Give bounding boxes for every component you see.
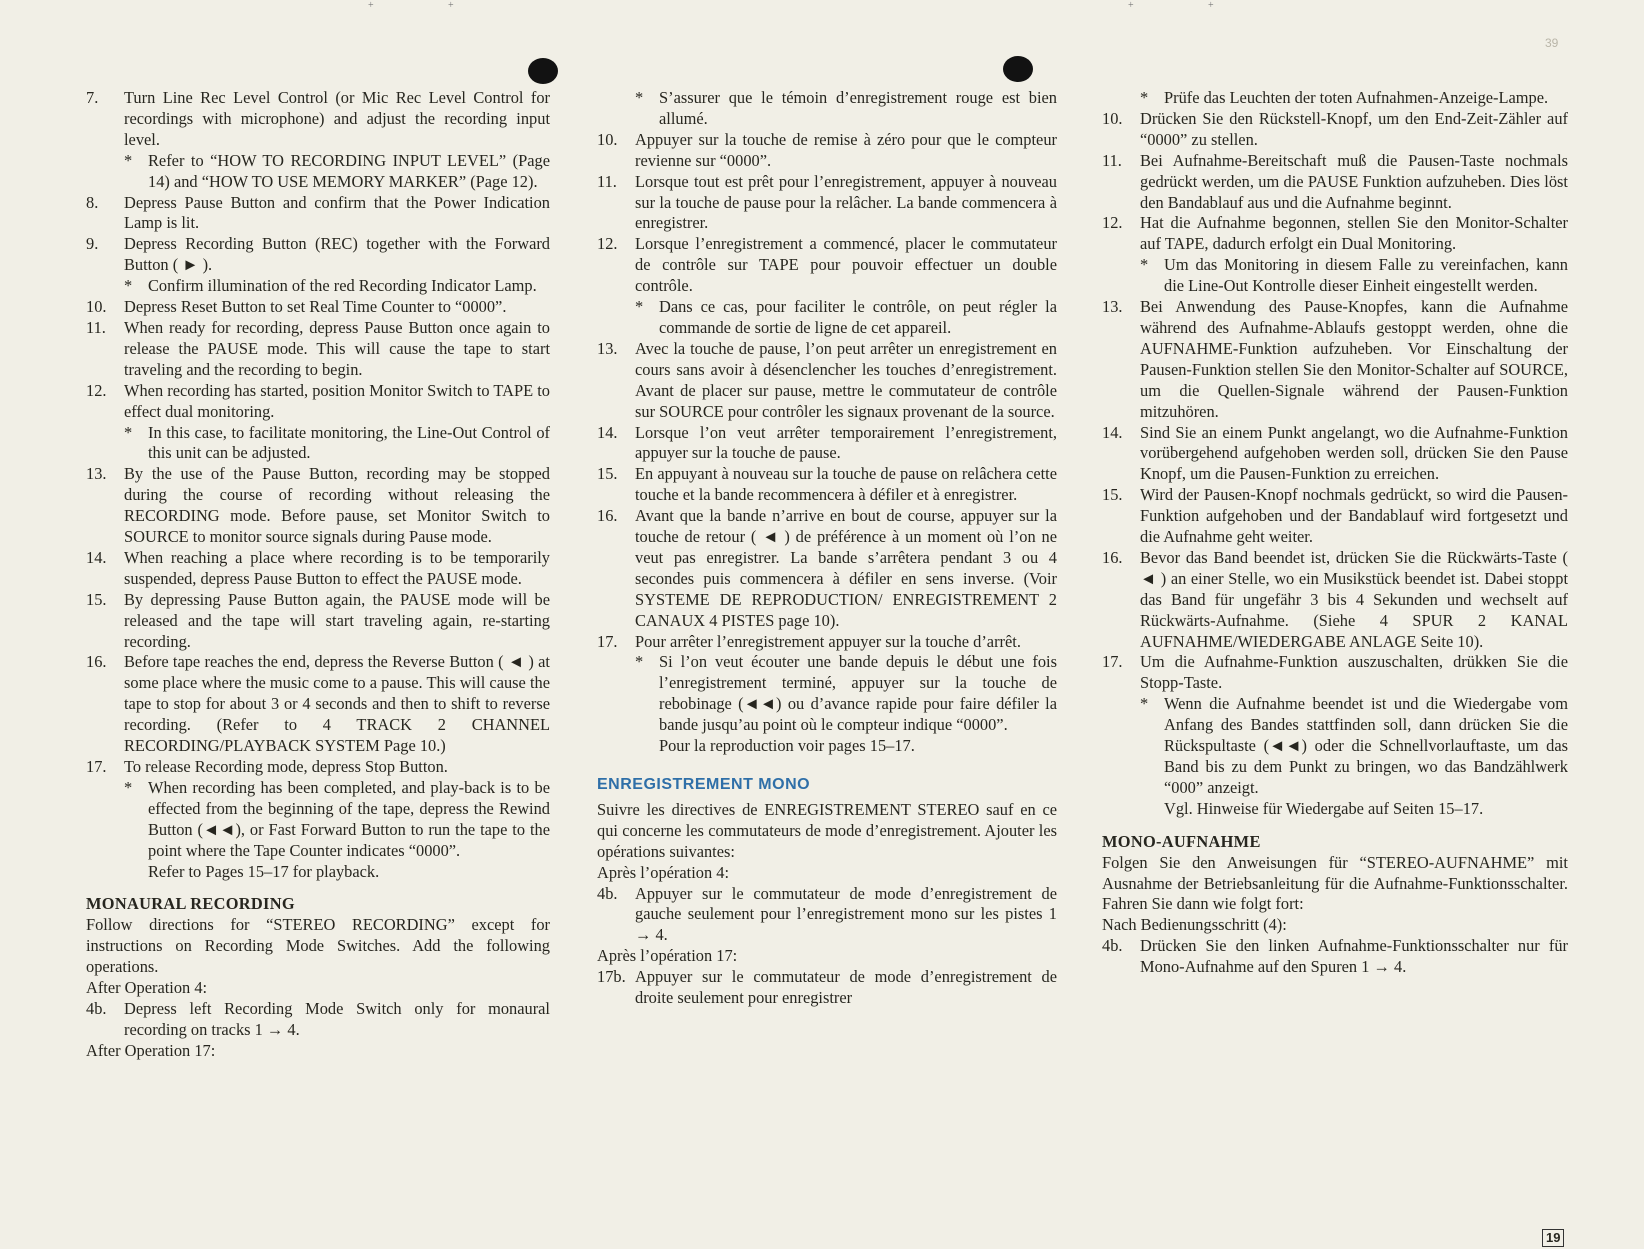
item-text: By depressing Pause Button again, the PAUSE mode will be released and the tape will start traveling again, re-starting recording. [124,589,550,651]
item-text: To release Recording mode, depress Stop Button. [124,757,448,776]
note-item [86,778,550,862]
item-number: 4b. [1102,936,1123,956]
asterisk-marker: * [124,422,133,442]
item-number: 14. [86,547,107,567]
item-text: Depress Reset Button to set Real Time Counter to “0000”. [124,297,507,317]
asterisk-marker: * [635,297,644,317]
note-item [1102,255,1568,297]
paragraph: Après l’opération 4: [597,862,729,882]
page-number: 19 [1542,1229,1564,1247]
item-text: Bevor das Band beendet ist, drücken Sie die Rückwärts-Taste ( ◄ ) an einer Stelle, wo ein Musikstück beendet ist. Dabei stoppt das Band für ungefähr 3 bis 4 Sekunden und wechselt auf Rückwärts-Aufnahme. (Siehe 4 SPUR 2 KANAL AUFNAHME/WIEDERGABE ANLAGE Seite 10). [1140,547,1568,651]
paragraph: After Operation 17: [86,1040,216,1060]
english-column [86,88,550,1062]
item-text: Appuyer sur le commutateur de mode d’enregistrement de gauche seulement pour l’enregistrement mono sur les pistes 1 → 4. [635,883,1057,945]
note-text: Refer to “HOW TO RECORDING INPUT LEVEL” (Page 14) and “HOW TO USE MEMORY MARKER” (Page 12). [148,150,550,191]
list-item [86,297,550,318]
item-number: 10. [1102,108,1123,128]
paragraph: Suivre les directives de ENREGISTREMENT STEREO sauf en ce qui concerne les commutateurs de mode d’enregistrement. Ajouter les opérations suivantes: [597,799,1057,861]
item-text: Turn Line Rec Level Control (or Mic Rec Level Control for recordings with microphone) and adjust the recording input level. [124,88,550,149]
item-text: By the use of the Pause Button, recording may be stopped during the course of recording without releasing the RECORDING mode. Before pause, set Monitor Switch to SOURCE to monitor source signals during Pause mode. [124,464,550,547]
paragraph: Folgen Sie den Anweisungen für “STEREO-AUFNAHME” mit Ausnahme der Betriebsanleitung für die Aufnahme-Funktionsschalter. Fahren Sie dann wie folgt fort: [1102,852,1568,914]
item-number: 17b. [597,967,626,987]
paragraph: Nach Bedienungsschritt (4): [1102,915,1287,935]
item-number: 13. [86,464,107,484]
list-item [86,234,550,276]
registration-mark: + [368,0,374,11]
asterisk-marker: * [1140,255,1149,275]
section-heading: MONAURAL RECORDING [86,894,295,914]
item-number: 13. [1102,297,1123,317]
note-item [597,297,1057,339]
list-item [597,130,1057,172]
note-item [86,151,550,193]
note-continuation: Vgl. Hinweise für Wiedergabe auf Seiten 15–17. [1164,798,1484,818]
item-text: Wird der Pausen-Knopf nochmals gedrückt, so wird die Pausen-Funktion aufgehoben und der Bandablauf wird fortgesetzt und die Aufnahme geht weiter. [1140,485,1568,547]
list-item [1102,936,1568,978]
item-text: Bei Anwendung des Pause-Knopfes, kann die Aufnahme während des Aufnahme-Ablaufs gestoppt werden, ohne die AUFNAHME-Funktion aufzuheben. Vor Einschaltung der Pausen-Funktion stellen Sie den Monitor-Schalter auf SOURCE, um die Quellen-Signale während der Pausen-Funktion mitzuhören. [1140,297,1568,421]
item-text: Appuyer sur le commutateur de mode d’enregistrement de droite seulement pour enregistrer [635,967,1057,1008]
item-number: 8. [86,192,99,212]
list-item [86,193,550,235]
list-item [86,757,550,778]
list-item [86,999,550,1041]
item-text: Drücken Sie den Rückstell-Knopf, um den End-Zeit-Zähler auf “0000” zu stellen. [1140,108,1568,149]
item-text: Lorsque l’on veut arrêter temporairement l’enregistrement, appuyer sur la touche de pause. [635,422,1057,463]
note-continuation: Pour la reproduction voir pages 15–17. [659,736,915,756]
item-number: 10. [597,129,618,149]
item-text: Depress Recording Button (REC) together with the Forward Button ( ► ). [124,234,550,275]
item-number: 16. [86,652,107,672]
asterisk-marker: * [1140,694,1149,714]
item-text: Before tape reaches the end, depress the Reverse Button ( ◄ ) at some place where the music come to a pause. This will cause the tape to stop for about 3 or 4 seconds and then to shift to reverse recording. (Refer to 4 TRACK 2 CHANNEL RECORDING/PLAYBACK SYSTEM Page 10.) [124,652,550,756]
section-heading: MONO-AUFNAHME [1102,831,1261,851]
list-item [1102,213,1568,255]
item-number: 15. [86,589,107,609]
note-continuation: Refer to Pages 15–17 for playback. [148,861,380,881]
note-text: When recording has been completed, and play-back is to be effected from the beginning of the tape, depress the Rewind Button (◄◄), or Fast Forward Button to run the tape to the point where the Tape Counter indicates “0000”. [148,777,550,860]
list-item [1102,485,1568,548]
item-number: 12. [597,234,618,254]
corner-mark: 39 [1545,36,1559,50]
german-column [1102,88,1568,978]
item-number: 17. [1102,652,1123,672]
item-number: 7. [86,88,99,107]
note-text: In this case, to facilitate monitoring, the Line-Out Control of this unit can be adjusted. [148,422,550,463]
registration-mark: + [448,0,454,11]
paragraph: Follow directions for “STEREO RECORDING” except for instructions on Recording Mode Switches. Add the following operations. [86,915,550,977]
list-item [86,318,550,381]
list-item [1102,109,1568,151]
paragraph: After Operation 4: [86,978,208,998]
item-number: 11. [86,317,106,337]
item-text: Hat die Aufnahme begonnen, stellen Sie den Monitor-Schalter auf TAPE, dadurch erfolgt ein Dual Monitoring. [1140,213,1568,254]
item-text: Appuyer sur la touche de remise à zéro pour que le compteur revienne sur “0000”. [635,129,1057,170]
note-item [597,88,1057,130]
list-item [597,339,1057,423]
list-item [86,590,550,653]
item-number: 10. [86,297,107,317]
list-item [1102,297,1568,422]
list-item [86,652,550,757]
item-number: 15. [597,464,618,484]
item-number: 11. [597,171,617,191]
list-item [86,548,550,590]
list-item [86,381,550,423]
item-number: 12. [86,380,107,400]
list-item [1102,652,1568,694]
paragraph: Après l’opération 17: [597,946,738,966]
list-item [597,172,1057,235]
list-item [597,464,1057,506]
list-item [86,88,550,151]
item-number: 4b. [597,883,618,903]
note-text: S’assurer que le témoin d’enregistrement rouge est bien allumé. [659,88,1057,128]
list-item [1102,548,1568,653]
item-number: 12. [1102,213,1123,233]
item-number: 14. [597,422,618,442]
note-text: Prüfe das Leuchten der toten Aufnahmen-Anzeige-Lampe. [1164,88,1549,107]
list-item [597,967,1057,1009]
note-text: Confirm illumination of the red Recording Indicator Lamp. [148,276,537,296]
list-item [597,234,1057,297]
item-text: Um die Aufnahme-Funktion auszuschalten, drükken Sie die Stopp-Taste. [1140,652,1568,693]
item-text: Pour arrêter l’enregistrement appuyer sur la touche d’arrêt. [635,631,1021,651]
item-number: 16. [597,506,618,526]
list-item [597,884,1057,947]
list-item [1102,151,1568,214]
binder-hole [1003,56,1033,82]
list-item [597,632,1057,653]
item-text: Lorsque tout est prêt pour l’enregistrement, appuyer à nouveau sur la touche de pause pour la relâcher. La bande commencera à enregistrer. [635,171,1057,233]
registration-mark: + [1208,0,1214,11]
item-text: Depress Pause Button and confirm that the Power Indication Lamp is lit. [124,192,550,233]
french-column [597,88,1057,1009]
note-text: Si l’on veut écouter une bande depuis le début une fois l’enregistrement terminé, appuyer sur la touche de rebobinage (◄◄) ou d’avance rapide pour faire défiler la bande jusqu’au point où le compteur indique “0000”. [659,652,1057,735]
item-text: Sind Sie an einem Punkt angelangt, wo die Aufnahme-Funktion vorübergehend aufgehoben werden soll, drücken Sie den Pause Knopf, um die Pausen-Funktion zu erreichen. [1140,422,1568,484]
note-text: Wenn die Aufnahme beendet ist und die Wiedergabe vom Anfang des Bandes stattfinden soll, dann drücken Sie die Rückspultaste (◄◄) oder die Schnellvorlauftaste, um das Band bis zu dem Punkt zu bringen, wo das Bandzählwerk “000” anzeigt. [1164,694,1568,797]
note-item [597,652,1057,736]
registration-mark: + [1128,0,1134,11]
asterisk-marker: * [1140,88,1149,107]
item-number: 17. [86,757,107,776]
item-text: When reaching a place where recording is to be temporarily suspended, depress Pause Button to effect the PAUSE mode. [124,547,550,588]
asterisk-marker: * [124,276,133,296]
item-number: 4b. [86,998,107,1018]
note-text: Dans ce cas, pour faciliter le contrôle, on peut régler la commande de sortie de ligne de cet appareil. [659,297,1057,337]
item-text: Depress left Recording Mode Switch only for monaural recording on tracks 1 → 4. [124,998,550,1039]
section-heading: ENREGISTREMENT MONO [597,776,811,793]
item-text: Avec la touche de pause, l’on peut arrêter un enregistrement en cours sans avoir à désenclencher les touches d’enregistrement. Avant de placer sur pause, mettre le commutateur de contrôle sur SOURCE pour contrôler les signaux provenant de la source. [635,338,1057,421]
note-item [1102,694,1568,799]
item-text: Bei Aufnahme-Bereitschaft muß die Pausen-Taste nochmals gedrückt werden, um die PAUSE Funktion aufzuheben. Dies löst den Bandablauf aus und die Aufnahme beginnt. [1140,150,1568,212]
asterisk-marker: * [635,652,644,672]
list-item [86,464,550,548]
item-text: Lorsque l’enregistrement a commencé, placer le commutateur de contrôle sur TAPE pour pouvoir effectuer un double contrôle. [635,234,1057,296]
item-text: Drücken Sie den linken Aufnahme-Funktionsschalter nur für Mono-Aufnahme auf den Spuren 1 → 4. [1140,936,1568,977]
item-number: 14. [1102,422,1123,442]
note-text: Um das Monitoring in diesem Falle zu vereinfachen, kann die Line-Out Kontrolle dieser Einheit eingestellt werden. [1164,255,1568,296]
item-text: When ready for recording, depress Pause Button once again to release the PAUSE mode. This will cause the tape to start traveling and the recording to begin. [124,317,550,379]
item-number: 16. [1102,547,1123,567]
list-item [597,506,1057,631]
asterisk-marker: * [124,150,133,170]
item-number: 11. [1102,150,1122,170]
list-item [1102,423,1568,486]
note-item [1102,88,1568,109]
item-number: 9. [86,234,99,254]
note-item [86,423,550,465]
item-text: Avant que la bande n’arrive en bout de course, appuyer sur la touche de retour ( ◄ ) de préférence à un moment où l’on ne veut pas enregistrer. La bande s’arrêtera pendant 3 ou 4 secondes puis commencera à défiler en sens inverse. (Voir SYSTEME DE REPRODUCTION/ ENREGISTREMENT 2 CANAUX 4 PISTES page 10). [635,506,1057,630]
item-number: 17. [597,631,618,651]
asterisk-marker: * [124,777,133,797]
list-item [597,423,1057,465]
asterisk-marker: * [635,88,644,107]
item-number: 15. [1102,485,1123,505]
binder-hole [528,58,558,84]
note-item [86,276,550,297]
item-number: 13. [597,338,618,358]
item-text: When recording has started, position Monitor Switch to TAPE to effect dual monitoring. [124,380,550,421]
item-text: En appuyant à nouveau sur la touche de pause on relâchera cette touche et la bande recommencera à défiler et à enregistrer. [635,464,1057,505]
